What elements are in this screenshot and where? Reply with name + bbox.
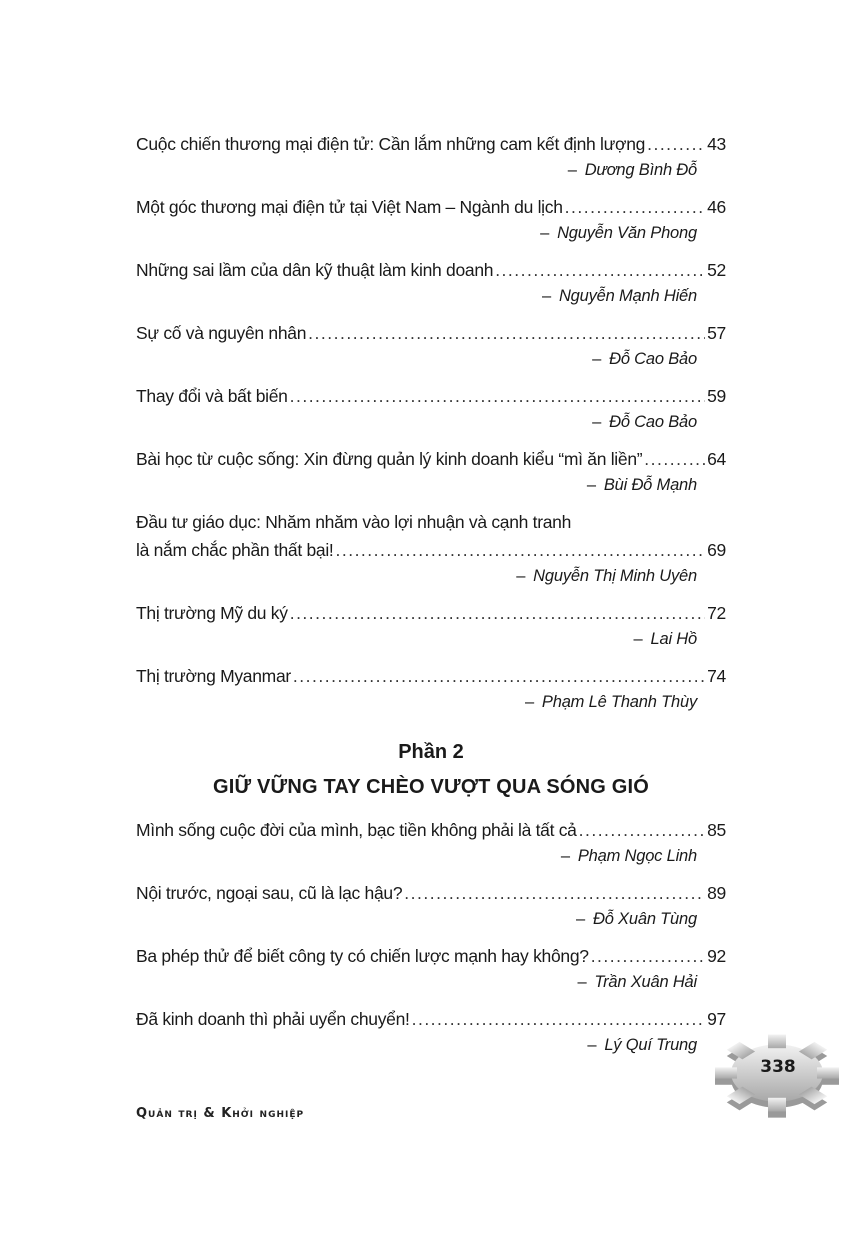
- entry-author: – Lý Quí Trung: [587, 1036, 697, 1054]
- entry-page: 64: [707, 449, 726, 469]
- dot-leader: [647, 130, 705, 158]
- dot-leader: [412, 1005, 706, 1033]
- entry-page: 52: [707, 260, 726, 280]
- dot-leader: [335, 536, 705, 564]
- entry-page: 43: [707, 134, 726, 154]
- entry-author: – Đỗ Cao Bảo: [592, 350, 697, 368]
- toc-section-2: [136, 816, 726, 1057]
- entry-author: – Nguyễn Văn Phong: [540, 224, 697, 242]
- entry-author: – Phạm Ngọc Linh: [560, 847, 697, 865]
- toc-entry: [136, 816, 726, 868]
- entry-title: Ba phép thử để biết công ty có chiến lược mạnh hay không?: [136, 946, 589, 966]
- page-number: 338: [760, 1057, 796, 1077]
- entry-page: 57: [707, 323, 726, 343]
- entry-author: – Nguyễn Mạnh Hiến: [541, 287, 697, 305]
- toc-entry: [136, 1005, 726, 1057]
- toc-entry: [136, 130, 726, 182]
- dot-leader: [290, 382, 706, 410]
- dot-leader: [565, 193, 705, 221]
- dot-leader: [293, 662, 705, 690]
- entry-title: Thị trường Myanmar: [136, 666, 291, 686]
- entry-page: 97: [707, 1009, 726, 1029]
- entry-title: là nắm chắc phần thất bại!: [136, 540, 334, 560]
- dot-leader: [591, 942, 705, 970]
- entry-author: – Nguyễn Thị Minh Uyên: [516, 567, 697, 585]
- entry-author: – Lai Hồ: [633, 630, 697, 648]
- toc-section-1: [136, 130, 726, 714]
- book-footer: Quản trị & Khởi nghiệp: [136, 1106, 305, 1121]
- toc-entry: [136, 445, 726, 497]
- table-of-contents: [136, 130, 726, 1068]
- entry-title: Mình sống cuộc đời của mình, bạc tiền không phải là tất cả: [136, 820, 577, 840]
- toc-entry: [136, 382, 726, 434]
- toc-entry: [136, 879, 726, 931]
- dot-leader: [290, 599, 705, 627]
- entry-author: – Bùi Đỗ Mạnh: [586, 476, 697, 494]
- entry-title: Sự cố và nguyên nhân: [136, 323, 307, 343]
- entry-title: Thay đổi và bất biến: [136, 386, 288, 406]
- dot-leader: [495, 256, 705, 284]
- entry-author: – Trần Xuân Hải: [577, 973, 697, 991]
- dot-leader: [579, 816, 706, 844]
- toc-entry: [136, 319, 726, 371]
- entry-page: 89: [707, 883, 726, 903]
- entry-page: 59: [707, 386, 726, 406]
- entry-title: Nội trước, ngoại sau, cũ là lạc hậu?: [136, 883, 403, 903]
- entry-page: 46: [707, 197, 726, 217]
- toc-entry: [136, 662, 726, 714]
- toc-entry: [136, 942, 726, 994]
- entry-title: Đã kinh doanh thì phải uyển chuyển!: [136, 1009, 410, 1029]
- entry-author: – Phạm Lê Thanh Thùy: [524, 693, 697, 711]
- entry-page: 85: [707, 820, 726, 840]
- entry-page: 72: [707, 603, 726, 623]
- part-number: Phần 2: [398, 741, 464, 763]
- part-title: GIỮ VỮNG TAY CHÈO VƯỢT QUA SÓNG GIÓ: [212, 776, 650, 798]
- toc-entry: [136, 508, 726, 588]
- dot-leader: [644, 445, 705, 473]
- entry-author: – Dương Bình Đỗ: [567, 161, 697, 179]
- dot-leader: [308, 319, 705, 347]
- entry-page: 69: [707, 540, 726, 560]
- entry-title: Một góc thương mại điện tử tại Việt Nam – Ngành du lịch: [136, 197, 563, 217]
- entry-author: – Đỗ Xuân Tùng: [576, 910, 697, 928]
- entry-title-line1: Đầu tư giáo dục: Nhăm nhăm vào lợi nhuận và cạnh tranh: [136, 512, 572, 532]
- entry-title: Cuộc chiến thương mại điện tử: Cần lắm những cam kết định lượng: [136, 134, 646, 154]
- toc-entry: [136, 599, 726, 651]
- dot-leader: [404, 879, 705, 907]
- entry-title: Những sai lầm của dân kỹ thuật làm kinh doanh: [136, 260, 494, 280]
- entry-page: 92: [707, 946, 726, 966]
- entry-title: Bài học từ cuộc sống: Xin đừng quản lý kinh doanh kiểu “mì ăn liền”: [136, 449, 643, 469]
- part-heading: [136, 738, 726, 802]
- toc-entry: [136, 193, 726, 245]
- entry-author: – Đỗ Cao Bảo: [592, 413, 697, 431]
- entry-page: 74: [707, 666, 726, 686]
- entry-title: Thị trường Mỹ du ký: [136, 603, 288, 623]
- toc-entry: [136, 256, 726, 308]
